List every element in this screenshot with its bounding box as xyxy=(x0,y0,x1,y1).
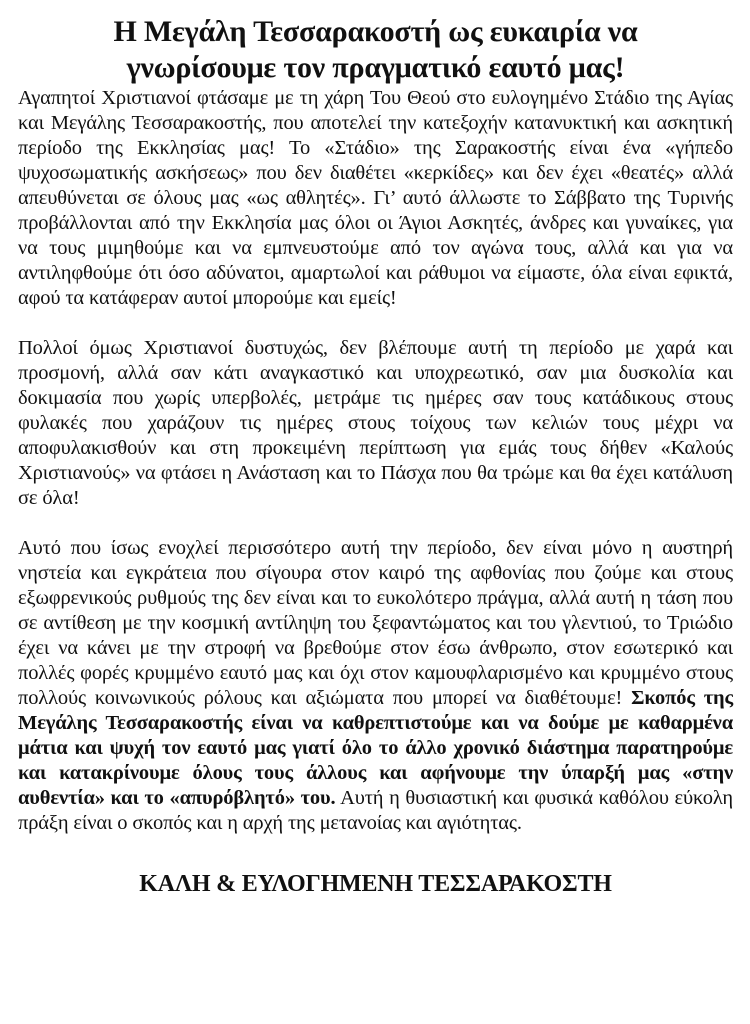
paragraph-3-tail: Αυτή η θυσιαστική και φυσικά καθόλου εύκολη πράξη είναι ο σκοπός και η αρχή της μετανοίας και αγιότητας. xyxy=(18,787,734,834)
paragraph-2: Πολλοί όμως Χριστιανοί δυστυχώς, δεν βλέπουμε αυτή τη περίοδο με χαρά και προσμονή, αλλά σαν κάτι αναγκαστικό και υποχρεωτικό, σαν μια δυσκολία και δοκιμασία που χωρίς υπερβολές, μετράμε τις ημέρες σαν τους κατάδικους στους φυλακές που χαράζουν τις ημέρες στους τοίχους των κελιών τους μέχρι να αποφυλακισθούν και στη προκειμένη περίπτωση για εμάς τους δήθεν «Καλούς Χριστιανούς» να φτάσει η Ανάσταση και το Πάσχα που θα τρώμε και θα έχει κατάλυση σε όλα! xyxy=(18,337,733,509)
title-line-1: Η Μεγάλη Τεσσαρακοστή ως ευκαιρία να xyxy=(113,15,638,48)
paragraph-3 xyxy=(18,536,733,836)
paragraph-1: Αγαπητοί Χριστιανοί φτάσαμε με τη χάρη Του Θεού στο ευλογημένο Στάδιο της Αγίας και Μεγάλης Τεσσαρακοστής, που αποτελεί την κατεξοχήν κατανυκτική και ασκητική περίοδο της Εκκλησίας μας! Το «Στάδιο» της Σαρακοστής είναι ένα «γήπεδο ψυχοσωματικής ασκήσεως» που δεν διαθέτει «κερκίδες» και δεν έχει «θεατές» αλλά απευθύνεται σε όλους μας «ως αθλητές». Γι’ αυτό άλλωστε το Σάββατο της Τυρινής προβάλλονται από την Εκκλησία μας όλοι οι Άγιοι Ασκητές, άνδρες και γυναίκες, για να τους μιμηθούμε και να εμπνευστούμε από τον αγώνα τους, αλλά και για να αντιληφθούμε ότι όσο αδύνατοι, αμαρτωλοί και ράθυμοι να είμαστε, όλα είναι εφικτά, αφού τα κατάφεραν αυτοί μπορούμε και εμείς! xyxy=(18,87,733,309)
paragraph-spacer xyxy=(18,311,733,336)
paragraph-3-text: Αυτό που ίσως ενοχλεί περισσότερο αυτή την περίοδο, δεν είναι μόνο η αυστηρή νηστεία και εγκράτεια που σίγουρα στον καιρό της αφθονίας που ζούμε και στους εξωφρενικούς ρυθμούς της δεν είναι και το ευκολότερο πράγμα, αλλά αυτή η τάση που σε αντίθεση με την κοσμική αντίληψη του ξεφαντώματος και του γλεντιού, το Τριώδιο έχει να κάνει με την στροφή να βρεθούμε στον έσω άνθρωπο, στον εσωτερικό και πολλές φορές κρυμμένο εαυτό μας και όχι στον καμουφλαρισμένο και κρυμμένο στους πολλούς κοινωνικούς ρόλους και αξιώματα που μπορεί να διαθέτουμε! xyxy=(18,537,733,709)
title-line-2: γνωρίσουμε τον πραγματικό εαυτό μας! xyxy=(126,51,625,84)
paragraph-3-emphasis: Σκοπός της Μεγάλης Τεσσαρακοστής είναι να καθρεπτιστούμε και να δούμε με καθαρμένα μάτια και ψυχή τον εαυτό μας γιατί όλο το άλλο χρονικό διάστημα παρατηρούμε και κατακρίνουμε όλους τους άλλους και αφήνουμε την ύπαρξή μας «στην αυθεντία» και το «απυρόβλητό» του. xyxy=(18,687,733,809)
document-page xyxy=(18,14,733,899)
closing-greeting: ΚΑΛΗ & ΕΥΛΟΓΗΜΕΝΗ ΤΕΣΣΑΡΑΚΟΣΤΗ xyxy=(139,871,612,897)
document-title xyxy=(18,14,733,86)
paragraph-spacer xyxy=(18,511,733,536)
